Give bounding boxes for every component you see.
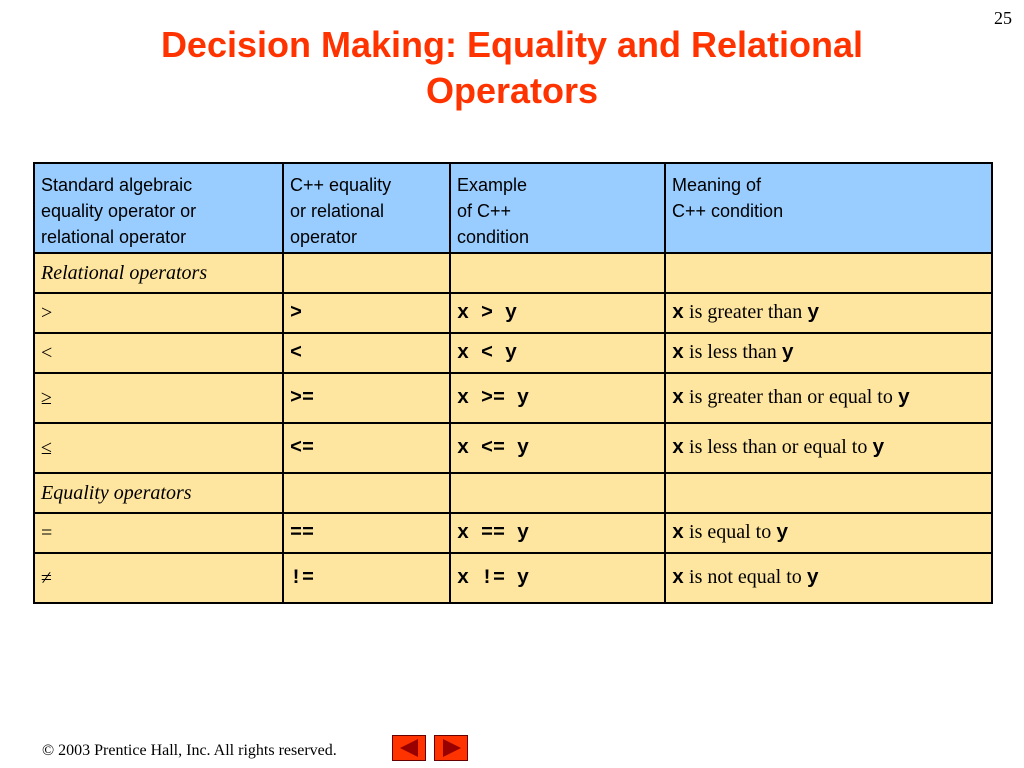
meaning-cell: x is less than or equal to y	[665, 423, 992, 473]
algebraic-symbol: ≠	[34, 553, 283, 603]
meaning-cell: x is not equal to y	[665, 553, 992, 603]
section-row-relational	[34, 253, 992, 293]
cpp-operator: <=	[283, 423, 450, 473]
copyright-notice: © 2003 Prentice Hall, Inc. All rights reserved.	[42, 742, 337, 759]
meaning-cell: x is less than y	[665, 333, 992, 373]
algebraic-symbol: <	[34, 333, 283, 373]
example-condition: x != y	[450, 553, 665, 603]
algebraic-symbol: =	[34, 513, 283, 553]
algebraic-symbol: ≥	[34, 373, 283, 423]
section-label: Equality operators	[34, 473, 283, 513]
header-algebraic-operator: Standard algebraic equality operator or relational operator	[34, 163, 283, 253]
example-condition: x >= y	[450, 373, 665, 423]
cpp-operator: >=	[283, 373, 450, 423]
slide-title	[0, 22, 1024, 114]
slide-title-line-2: Operators	[425, 70, 599, 111]
table-header-row	[34, 163, 992, 253]
previous-slide-button[interactable]	[392, 735, 426, 761]
example-condition: x < y	[450, 333, 665, 373]
example-condition: x <= y	[450, 423, 665, 473]
algebraic-symbol: ≤	[34, 423, 283, 473]
right-triangle-icon	[443, 739, 461, 757]
table-row	[34, 513, 992, 553]
page-number: 25	[994, 8, 1012, 28]
slide-title-line-1: Decision Making: Equality and Relational	[160, 24, 864, 65]
meaning-cell: x is greater than or equal to y	[665, 373, 992, 423]
cpp-operator: <	[283, 333, 450, 373]
table-row	[34, 553, 992, 603]
example-condition: x > y	[450, 293, 665, 333]
header-meaning: Meaning of C++ condition	[665, 163, 992, 253]
meaning-cell: x is greater than y	[665, 293, 992, 333]
operators-table	[33, 162, 993, 604]
algebraic-symbol: >	[34, 293, 283, 333]
cpp-operator: ==	[283, 513, 450, 553]
table-row	[34, 373, 992, 423]
next-slide-button[interactable]	[434, 735, 468, 761]
left-triangle-icon	[400, 739, 418, 757]
table-row	[34, 333, 992, 373]
example-condition: x == y	[450, 513, 665, 553]
table-row	[34, 293, 992, 333]
table-row	[34, 423, 992, 473]
section-label: Relational operators	[34, 253, 283, 293]
header-example-condition: Example of C++ condition	[450, 163, 665, 253]
section-row-equality	[34, 473, 992, 513]
header-cpp-operator: C++ equality or relational operator	[283, 163, 450, 253]
cpp-operator: !=	[283, 553, 450, 603]
cpp-operator: >	[283, 293, 450, 333]
meaning-cell: x is equal to y	[665, 513, 992, 553]
